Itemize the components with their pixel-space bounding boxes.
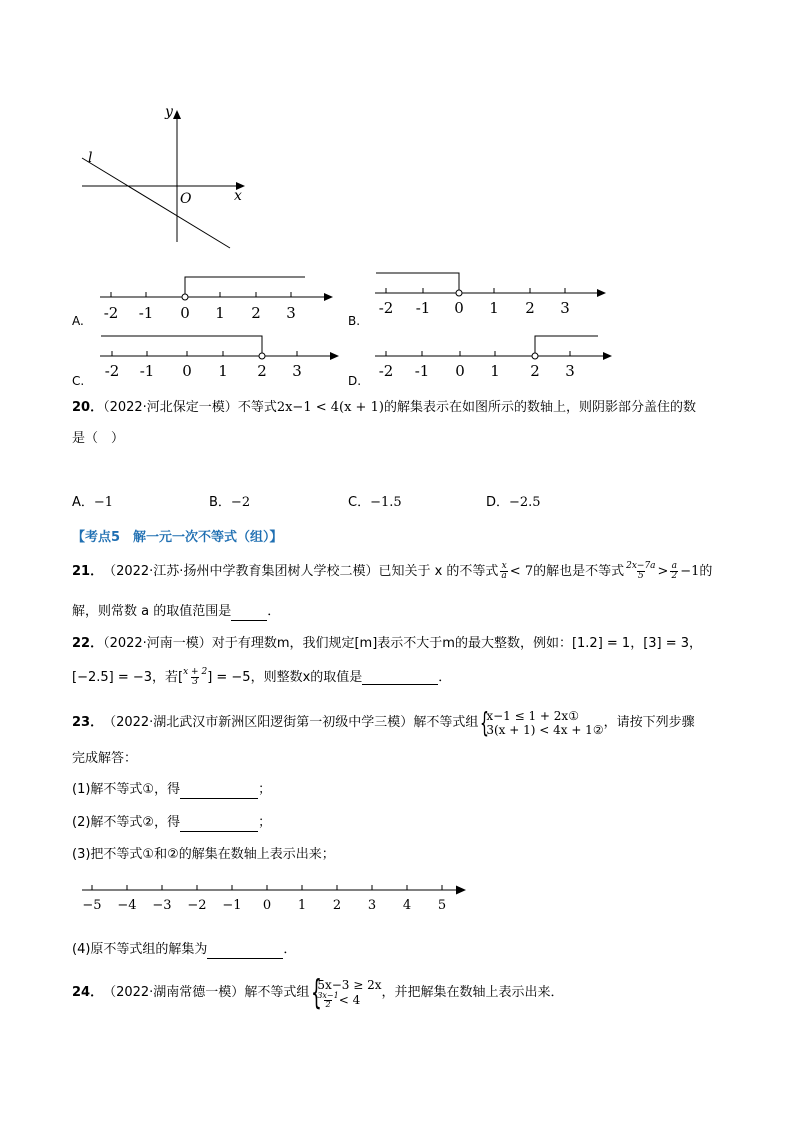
option-c-label: C.	[72, 374, 85, 388]
tick-label: -2	[378, 299, 394, 317]
tick-label: 2	[530, 362, 540, 380]
number-line-b	[370, 265, 615, 320]
option-value: −1.5	[370, 495, 402, 510]
axis-tick-label: −3	[152, 898, 172, 913]
numerator: 3x−1	[317, 990, 339, 1000]
question-source: （2022·湖北武汉市新洲区阳逻街第一初级中学三模）	[103, 715, 414, 730]
question-text: 对于有理数m，我们规定[m]表示不大于m的最大整数，例如：[1.2] = 1，[3] = 3，	[211, 636, 703, 651]
step-text: (1)解不等式①，得	[72, 782, 181, 797]
tick-label: -2	[378, 362, 394, 380]
option-value: −2.5	[509, 495, 541, 510]
option-value: −1	[93, 495, 114, 510]
question-text: ，并把解集在数轴上表示出来．	[381, 985, 564, 1000]
tick-label: 0	[455, 362, 465, 380]
tick-label: 1	[215, 304, 225, 322]
answer-blank[interactable]	[180, 817, 258, 832]
option-a-label: A.	[72, 314, 84, 328]
system-line	[317, 992, 381, 1009]
numerator: x + 2	[183, 667, 208, 677]
inequality-rest: < 4	[338, 993, 361, 1007]
number-line-a	[95, 270, 340, 325]
tick-label: 3	[292, 362, 302, 380]
step-text: (2)解不等式②，得	[72, 815, 181, 830]
question-text: ，请按下列步骤	[603, 715, 695, 730]
inequality-sign: >	[657, 563, 669, 579]
option-d[interactable]	[486, 494, 541, 512]
number-line-c	[95, 328, 345, 383]
system-line: 3(x + 1) < 4x + 1②	[486, 723, 604, 737]
numerator: 2x−7a	[626, 561, 656, 571]
coordinate-graph	[70, 100, 260, 255]
tick-label: -1	[138, 304, 154, 322]
punctuation: ；	[258, 782, 272, 797]
question-number: 20．	[72, 400, 104, 415]
tick-label: -2	[104, 362, 120, 380]
fraction	[670, 562, 678, 581]
option-label: D．	[486, 495, 510, 510]
question-text: 已知关于 x 的不等式	[378, 563, 499, 579]
inequality-system	[486, 709, 603, 737]
step-text: (4)原不等式组的解集为	[72, 942, 208, 957]
tick-label: -2	[103, 304, 119, 322]
punctuation: ．	[438, 669, 452, 685]
question-number: 21．	[72, 563, 104, 579]
axis-tick-label: 3	[367, 898, 377, 913]
question-text: 解不等式组	[413, 715, 479, 730]
topic-heading: 【考点5 解一元一次不等式（组）】	[72, 530, 283, 545]
axis-tick-label: −1	[222, 898, 242, 913]
tick-label: 2	[525, 299, 535, 317]
origin-label: O	[180, 191, 192, 207]
question-number: 23．	[72, 715, 104, 730]
tick-label: -1	[139, 362, 155, 380]
denominator: a	[501, 571, 507, 581]
punctuation: ．	[267, 604, 281, 619]
tick-label: 3	[560, 299, 570, 317]
fraction	[183, 668, 207, 687]
question-text: 的	[699, 563, 713, 579]
y-axis-label: y	[165, 104, 173, 120]
question-text: [−2.5] = −3，若[	[72, 669, 184, 685]
question-22-line2	[72, 668, 451, 687]
step-1	[72, 781, 271, 799]
inequality-rest: −1	[680, 563, 700, 579]
brace-icon: {	[311, 973, 323, 1013]
answer-blank[interactable]	[362, 670, 438, 685]
denominator: 2	[325, 999, 331, 1009]
axis-tick-label: 4	[402, 898, 412, 913]
system-line: x−1 ≤ 1 + 2x①	[486, 709, 579, 723]
answer-blank[interactable]	[231, 606, 267, 621]
numerator: x	[501, 561, 507, 571]
tick-label: -1	[414, 362, 430, 380]
numerator: a	[671, 561, 677, 571]
option-value: −2	[230, 495, 251, 510]
tick-label: 1	[490, 362, 500, 380]
question-23-line2: 完成解答：	[72, 751, 138, 766]
denominator: 5	[637, 571, 644, 581]
option-d-label: D.	[348, 374, 362, 388]
system-line: 5x−3 ≥ 2x	[317, 977, 382, 992]
question-20	[72, 399, 696, 417]
question-21	[72, 562, 712, 581]
question-text: 不等式	[237, 400, 277, 415]
option-label: B．	[209, 495, 231, 510]
tick-label: 3	[565, 362, 575, 380]
step-2	[72, 814, 271, 832]
line-label: l	[88, 150, 93, 166]
question-text: ] = −5，则整数x的取值是	[207, 669, 363, 685]
question-text: 解，则常数 a 的取值范围是	[72, 604, 232, 619]
question-22	[72, 635, 702, 653]
answer-blank[interactable]	[180, 784, 258, 799]
question-source: （2022·河北保定一模）	[103, 400, 238, 415]
axis-tick-label: 1	[297, 898, 307, 913]
brace-icon: {	[480, 706, 490, 739]
question-text: 的解集表示在如图所示的数轴上，则阴影部分盖住的数	[383, 400, 696, 415]
tick-label: 0	[182, 362, 192, 380]
question-23	[72, 706, 695, 739]
question-source: （2022·河南一模）	[103, 636, 212, 651]
tick-label: -1	[415, 299, 431, 317]
tick-label: 3	[286, 304, 296, 322]
tick-label: 0	[454, 299, 464, 317]
axis-tick-label: 5	[437, 898, 447, 913]
question-number: 22．	[72, 636, 104, 651]
inequality-system	[317, 978, 381, 1009]
answer-number-line	[82, 880, 472, 915]
fraction	[500, 562, 507, 581]
option-a[interactable]	[72, 494, 113, 512]
question-source: （2022·湖南常德一模）	[103, 985, 245, 1000]
inequality: 2x−1 < 4(x + 1)	[276, 400, 384, 415]
punctuation: ．	[283, 942, 297, 957]
number-line-d	[370, 328, 620, 383]
question-24	[72, 973, 564, 1013]
axis-tick-label: −4	[117, 898, 137, 913]
x-axis-label: x	[234, 188, 242, 204]
axis-tick-label: −5	[82, 898, 102, 913]
question-number: 24．	[72, 985, 104, 1000]
answer-blank[interactable]	[207, 944, 283, 959]
tick-label: 2	[257, 362, 267, 380]
axis-tick-label: 2	[332, 898, 342, 913]
option-label: C．	[348, 495, 371, 510]
option-label: A．	[72, 495, 94, 510]
question-text: 的解也是不等式	[533, 563, 625, 579]
axis-tick-label: −2	[187, 898, 207, 913]
inequality-rest: < 7	[509, 563, 534, 579]
fraction	[626, 562, 655, 581]
question-20-line2: 是（ ）	[72, 431, 125, 446]
question-source: （2022·江苏·扬州中学教育集团树人学校二模）	[103, 563, 379, 579]
question-21-line2	[72, 603, 280, 621]
denominator: 2	[671, 571, 678, 581]
punctuation: ；	[258, 815, 272, 830]
tick-label: 1	[489, 299, 499, 317]
tick-label: 0	[180, 304, 190, 322]
option-b-label: B.	[348, 314, 361, 328]
tick-label: 2	[251, 304, 261, 322]
step-4	[72, 941, 296, 959]
tick-label: 1	[218, 362, 228, 380]
option-c[interactable]	[348, 494, 402, 512]
question-text: 解不等式组	[244, 985, 310, 1000]
option-b[interactable]	[209, 494, 250, 512]
denominator: 3	[192, 677, 199, 687]
axis-tick-label: 0	[262, 898, 272, 913]
step-3: (3)把不等式①和②的解集在数轴上表示出来；	[72, 847, 335, 862]
